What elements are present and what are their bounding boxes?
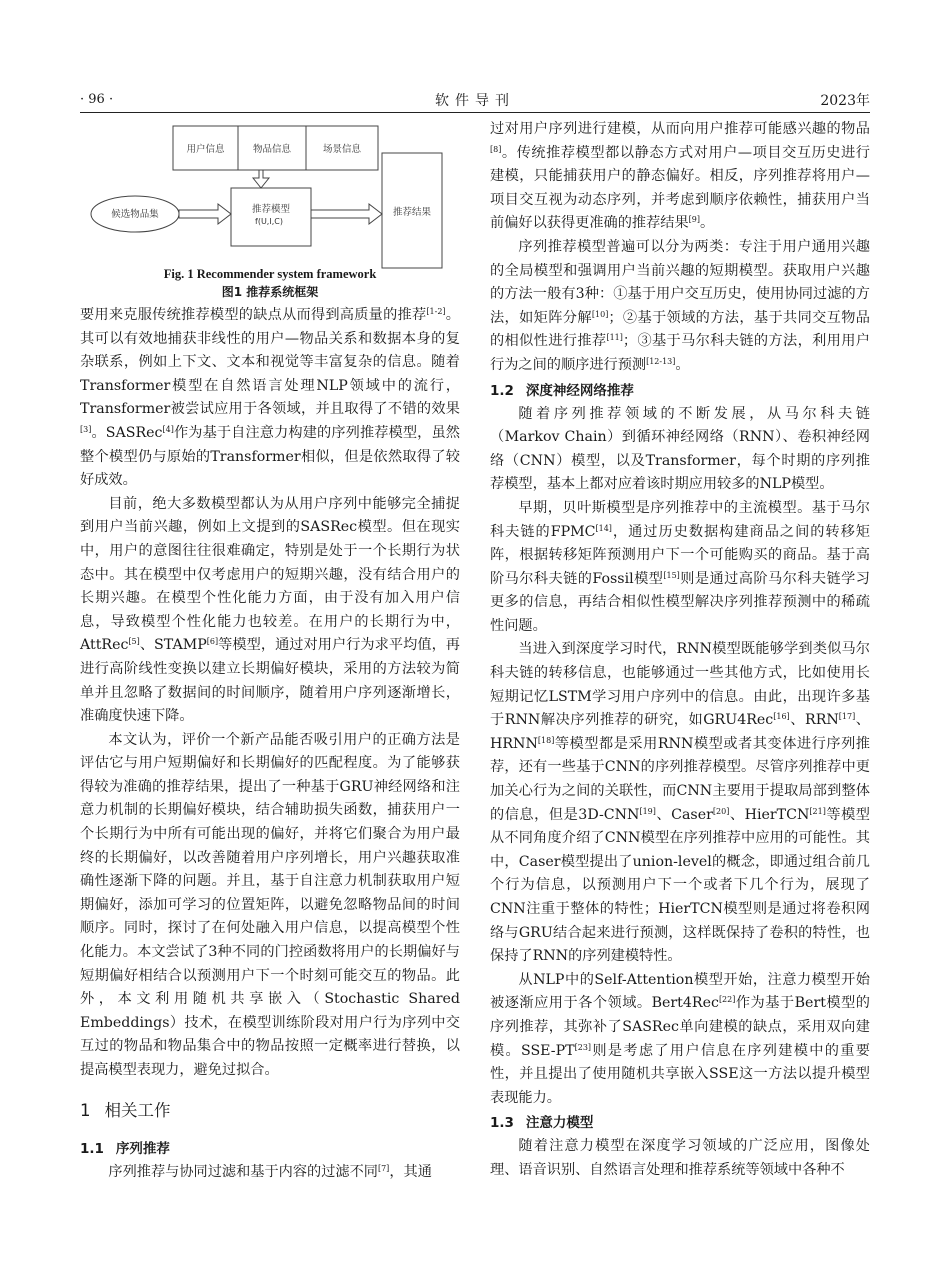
model-label: 推荐模型	[251, 204, 291, 215]
paragraph: 序列推荐模型普遍可以分为两类：专注于用户通用兴趣的全局模型和强调用户当前兴趣的短期模型。获取用户兴趣的方法一般有3种：①基于用户交互历史，使用协同过滤的方法，如矩阵分解[10]；②基于领域的方法，基于共同交互物品的相似性进行推荐[11]；③基于马尔科夫链的方法，利用用户行为之间的顺序进行预测[12-13]。	[490, 238, 870, 373]
paragraph: 早期，贝叶斯模型是序列推荐中的主流模型。基于马尔科夫链的FPMC[14]，通过历史数据构建商品之间的转移矩阵，根据转移矩阵预测用户下一个可能购买的商品。基于高阶马尔科夫链的Fossil模型[15]则是通过高阶马尔科夫链学习更多的信息，再结合相似性模型解决序列推荐预测中的稀疏性问题。	[490, 499, 870, 634]
citation-ref: [14]	[595, 523, 612, 533]
citation-ref: [11]	[606, 333, 623, 343]
paragraph: 随着注意力模型在深度学习领域的广泛应用，图像处理、语音识别、自然语言处理和推荐系统等领域中各种不	[490, 1138, 870, 1178]
paragraph: 目前，绝大多数模型都认为从用户序列中能够完全捕捉到用户当前兴趣，例如上文提到的SASRec模型。但在现实中，用户的意图往往很难确定，特别是处于一个长期行为状态中。其在模型中仅考虑用户的短期兴趣，没有结合用户的长期兴趣。在模型个性化能力方面，由于没有加入用户信息，导致模型个性化能力也较差。在用户的长期行为中，AttRec[5]、STAMP[6]等模型，通过对用户行为求平均值，再进行高阶线性变换以建立长期偏好模块，采用的方法较为简单并且忽略了数据间的时间顺序，随着用户序列逐渐增长，准确度快速下降。	[80, 495, 460, 725]
citation-ref: [21]	[809, 806, 826, 816]
scene-info-label: 场景信息	[322, 144, 362, 155]
citation-ref: [23]	[574, 1042, 592, 1052]
paragraph: 随着序列推荐领域的不断发展，从马尔科夫链（Markov Chain）到循环神经网络（RNN）、卷积神经网络（CNN）模型，以及Transformer，每个时期的序列推荐模型，基本上都对应着该时期应用较多的NLP模型。	[490, 405, 870, 493]
right-column	[490, 118, 870, 1183]
paragraph: 当进入到深度学习时代，RNN模型既能够学到类似马尔科夫链的转移信息，也能够通过一些其他方式，比如使用长短期记忆LSTM学习用户序列中的信息。由此，出现许多基于RNN解决序列推荐的研究，如GRU4Rec[16]、RRN[17]、HRNN[18]等模型都是采用RNN模型或者其变体进行序列推荐，还有一些基于CNN的序列推荐模型。尽管序列推荐中更加关心行为之间的关联性，而CNN主要用于提取局部到整体的信息，但是3D-CNN[19]、Caser[20]、HierTCN[21]等模型从不同角度介绍了CNN模型在序列推荐中应用的可能性。其中，Caser模型提出了union-level的概念，即通过组合前几个行为信息，以预测用户下一个或者下几个行为，展现了CNN注重于整体的特性；HierTCN模型则是通过将卷积网络与GRU结合起来进行预测，这样既保持了卷积的特性，也保持了RNN的序列建模特性。	[490, 641, 870, 965]
right-arrow-icon	[311, 204, 382, 224]
issue-year: 2023年	[820, 93, 870, 109]
right-arrow-icon	[179, 204, 231, 224]
citation-ref: [12-13]	[646, 356, 676, 366]
citation-ref: [18]	[537, 735, 555, 745]
left-column	[80, 118, 460, 1185]
citation-ref: [19]	[639, 806, 656, 816]
citation-ref: [16]	[773, 712, 790, 722]
figure-caption-zh: 图1 推荐系统框架	[221, 285, 319, 299]
citation-ref: [20]	[712, 806, 730, 816]
section-heading-1: 1 相关工作	[80, 1100, 171, 1120]
citation-ref: [17]	[838, 712, 856, 722]
citation-ref: [6]	[206, 637, 219, 647]
figure-caption-en: Fig. 1 Recommender system framework	[163, 267, 377, 281]
candidate-set-label: 候选物品集	[111, 209, 159, 220]
citation-ref: [22]	[718, 995, 736, 1005]
citation-ref: [8]	[490, 144, 502, 154]
down-arrow-icon	[253, 170, 269, 188]
paragraph: 过对用户序列进行建模，从而向用户推荐可能感兴趣的物品[8]。传统推荐模型都以静态方式对用户—项目交互历史进行建模，只能捕获用户的静态偏好。相反，序列推荐将用户—项目交互视为动态序列，并考虑到顺序依赖性，捕获用户当前偏好以获得更准确的推荐结果[9]。	[490, 121, 870, 232]
citation-ref: [1-2]	[426, 307, 446, 316]
subsection-heading-1-1: 1.1 序列推荐	[80, 1141, 170, 1158]
user-info-label: 用户信息	[186, 144, 225, 155]
model-formula: f(U,I,C)	[255, 217, 283, 226]
paragraph: 本文认为，评价一个新产品能否吸引用户的正确方法是评估它与用户短期偏好和长期偏好的匹配程度。为了能够获得较为准确的推荐结果，提出了一种基于GRU神经网络和注意力机制的长期偏好模块，结合辅助损失函数，捕获用户一个长期行为中所有可能出现的偏好，并将它们聚合为用户最终的长期偏好，以改善随着用户序列增长，用户兴趣获取准确性逐渐下降的问题。并且，基于自注意力机制获取用户短期偏好，添加可学习的位置矩阵，以避免忽略物品间的时间顺序。同时，探讨了在何处融入用户信息，以提高模型个性化能力。本文尝试了3种不同的门控函数将用户的长期偏好与短期偏好相结合以预测用户下一个时刻可能交互的物品。此外，本文利用随机共享嵌入（Stochastic Shared Embeddings）技术，在模型训练阶段对用户行为序列中交互过的物品和物品集合中的物品按照一定概率进行替换，以提高模型表现力，避免过拟合。	[80, 731, 460, 1078]
item-info-label: 物品信息	[252, 144, 292, 155]
citation-ref: [7]	[377, 1164, 390, 1174]
paragraph: 要用来克服传统推荐模型的缺点从而得到高质量的推荐[1-2]。其可以有效地捕获非线性的用户—物品关系和数据本身的复杂联系，例如上下文、文本和视觉等丰富复杂的信息。随着Transformer模型在自然语言处理NLP领域中的流行，Transformer被尝试应用于各领域，并且取得了不错的效果[3]。SASRec[4]作为基于自注意力构建的序列推荐模型，虽然整个模型仍与原始的Transformer相似，但是依然取得了较好成效。	[80, 307, 460, 489]
header-rule	[80, 112, 870, 113]
citation-ref: [9]	[688, 215, 700, 225]
page-number: · 96 ·	[80, 92, 114, 107]
result-label: 推荐结果	[392, 207, 432, 218]
figure-1	[80, 118, 460, 298]
journal-title: 软件导刊	[435, 93, 515, 109]
citation-ref: [10]	[591, 309, 609, 319]
citation-ref: [4]	[162, 424, 174, 434]
paragraph: 从NLP中的Self-Attention模型开始，注意力模型开始被逐渐应用于各个领域。Bert4Rec[22]作为基于Bert模型的序列推荐，其弥补了SASRec单向建模的缺点，采用双向建模。SSE-PT[23]则是考虑了用户信息在序列建模中的重要性，并且提出了使用随机共享嵌入SSE这一方法以提升模型表现能力。	[490, 971, 870, 1106]
citation-ref: [15]	[663, 570, 680, 580]
citation-ref: [3]	[80, 424, 92, 434]
citation-ref: [5]	[128, 637, 140, 647]
subsection-heading-1-3: 1.3 注意力模型	[490, 1115, 594, 1132]
subsection-heading-1-2: 1.2 深度神经网络推荐	[490, 382, 634, 399]
paragraph: 序列推荐与协同过滤和基于内容的过滤不同[7]，其通	[108, 1164, 432, 1181]
